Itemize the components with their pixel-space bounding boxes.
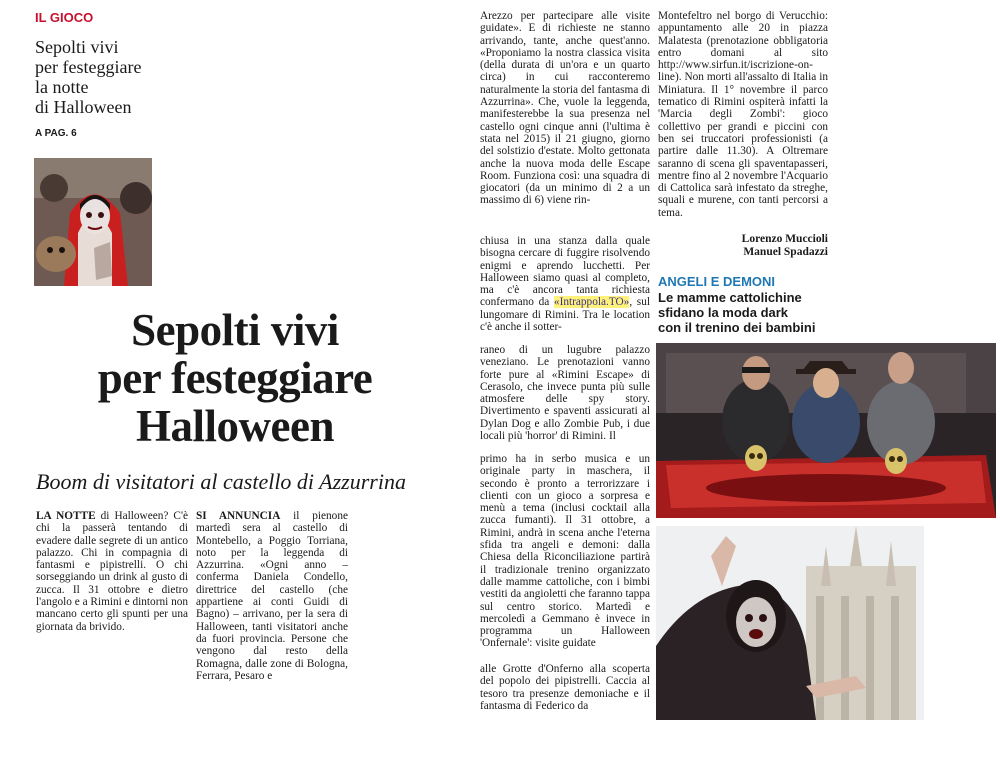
article-column-3d (480, 453, 650, 650)
lead-in: LA NOTTE (36, 510, 96, 522)
headline-line: Halloween (136, 401, 334, 451)
body-text: alle Grotte d'Onferno alla scoperta del popolo dei pipistrelli. Caccia al tesoro tra presenze demoniache e il fantasma di Federico da (480, 663, 650, 712)
box-kicker: ANGELI E DEMONI (658, 274, 776, 289)
subheadline: Boom di visitatori al castello di Azzurrina (36, 469, 406, 494)
escape-room-photo (656, 343, 996, 518)
teaser-line: la notte (35, 77, 89, 97)
teaser-line: per festeggiare (35, 57, 142, 77)
body-text: raneo di un lugubre palazzo veneziano. Le prenotazioni vanno forte pure al «Rimini Escape» di Cerasolo, che invece punta più sulle atmosfere delle spy story. Divertimento e spaventi assicurati al Dylan Dog e allo Zombie Pub, i due locali più 'horror' di Rimini. Il (480, 344, 650, 443)
body-text: chiusa in una stanza dalla quale bisogna cercare di fuggire risolvendo enigmi e aprendo lucchetti. Per Halloween siamo quasi al completo, ma c'è ancora tanta richiesta confermano da (480, 235, 650, 309)
article-column-3a (480, 10, 650, 207)
teaser-line: di Halloween (35, 97, 132, 117)
box-title-line: sfidano la moda dark (658, 305, 789, 320)
red-hood-photo (34, 158, 152, 286)
article-column-2 (196, 510, 348, 682)
headline-line: per festeggiare (97, 353, 373, 403)
article-column-3c (480, 344, 650, 442)
box-title-line: Le mamme cattolichine (658, 290, 802, 305)
headline-line: Sepolti vivi (131, 305, 339, 355)
page-reference: A PAG. 6 (35, 128, 77, 139)
highlighted-venue: «Intrappola.TO» (553, 296, 630, 309)
headline (25, 306, 445, 450)
section-label: IL GIOCO (35, 10, 94, 25)
body-text: Montefeltro nel borgo di Verucchio: appuntamento alle 20 in piazza Malatesta (prenotazione obbligatoria entro domani al sito http://www.sirfun.it/iscrizione-on-line). Non morti all'assalto di Italia in Miniatura. Il 1° novembre il parco tematico di Rimini ospiterà infatti la 'Marcia degli Zombi': gioco collettivo per grandi e piccini con ben sei truccatori professionisti (a partire dalle 11.30). A Oltremare saranno di scena gli spaventapasseri, mentre fino al 2 novembre l'Acquario di Cattolica sarà infestato da streghe, squali e murene, con tanti percorsi a tema. (658, 10, 828, 219)
byline (658, 233, 828, 259)
article-column-4 (658, 10, 828, 219)
body-text: , sul lungomare di Rimini. Tra le location c'è anche il sotter- (480, 296, 650, 334)
article-column-1 (36, 510, 188, 633)
box-title (658, 290, 858, 335)
teaser-line: Sepolti vivi (35, 37, 119, 57)
teaser-title (35, 37, 175, 117)
zombie-cathedral-photo (656, 526, 924, 720)
body-text: Arezzo per partecipare alle visite guidate». E di richieste ne stanno arrivando, tante, anche quest'anno. «Proponiamo la nostra classica visita (della durata di un'ora e un quarto circa) in cui racconteremo naturalmente la storia del fantasma di Azzurrina». Che, vuole la leggenda, manifesterebbe la sua presenza nel castello ogni cinque anni (l'ultima è stata nel 2015) il 21 giugno, giorno del solstizio d'estate. Molto gettonata anche la nuova moda delle Escape Room. Funziona così: una squadra di giocatori (da un minimo di 2 a un massimo di 6) viene rin- (480, 10, 650, 207)
box-title-line: con il trenino dei bambini (658, 320, 816, 335)
body-text: di Halloween? C'è chi la passerà tentando di evadere dalle segrete di un antico palazzo. Chi in compagnia di fantasmi e pipistrelli. O chi sorseggiando un drink al gusto di zucca. Il 31 ottobre e dietro l'angolo e a Rimini e dintorni non mancano certo gli spunti per una giornata da brivido. (36, 510, 189, 633)
lead-in: SI ANNUNCIA (196, 510, 281, 522)
author-name: Manuel Spadazzi (743, 246, 828, 258)
body-text: primo ha in serbo musica e un originale party in maschera, il secondo è pronto a terrorizzare i clienti con un gioco a sorpresa e menù a tema (inclusi cocktail alla zucca fumanti). Il 31 ottobre, a Rimini, andrà in scena anche l'eterna sfida tra angeli e demoni: dalla Chiesa della Riconciliazione partirà il tradizionale trenino organizzato dalle mamme cattoliche, con i bimbi vestiti da angioletti che faranno tappa sul centro storico. Martedì e mercoledì a Gemmano è invece in programma un Halloween 'Onfernale': visite guidate (480, 453, 650, 650)
article-column-3b (480, 235, 650, 333)
article-column-3e (480, 663, 650, 712)
body-text: il pienone martedì sera al castello di Montebello, a Poggio Torriana, noto per la leggenda di Azzurrina. «Ogni anno – conferma Daniela Condello, direttrice del castello (che appartiene ai conti Guidi di Bagno) – arrivano, per la sera di Halloween, tanti visitatori anche da fuori provincia. Persone che vengono dal resto della Romagna, dalle zone di Bologna, Ferrara, Pesaro e (196, 510, 348, 682)
author-name: Lorenzo Muccioli (741, 233, 828, 245)
